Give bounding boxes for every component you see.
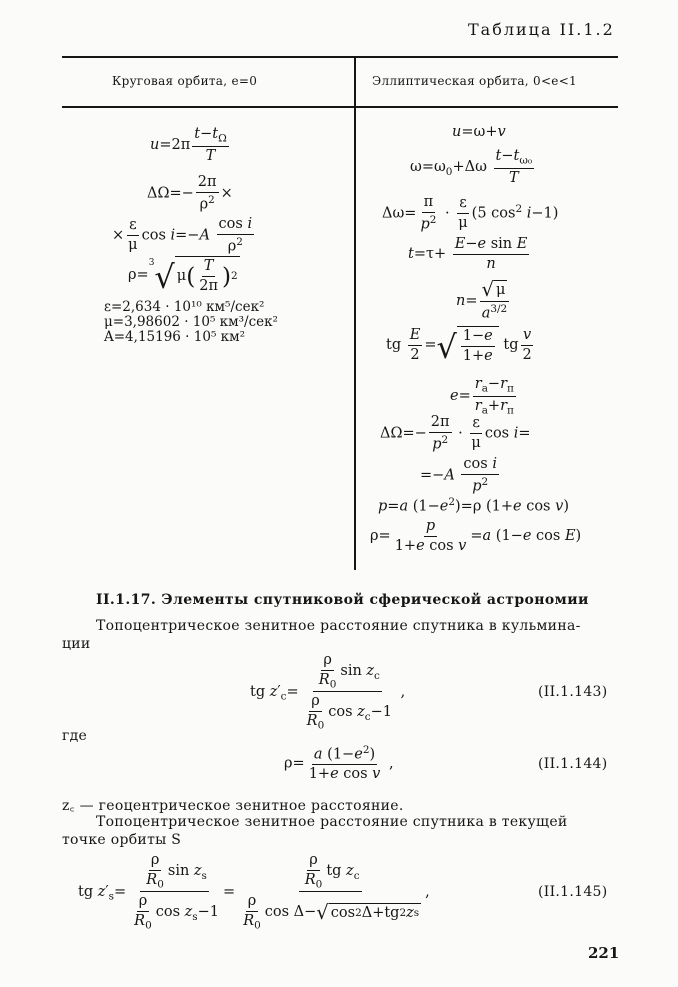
formula-145: tg $z'_s=$ $\frac{\rho}{R_0}$ $\sin z_s$ $\frac{\rho}{R_0}$ $\cos z_s-1$ = $\frac{\rho}{R_0}$ tg $z_c$ $\frac{\rho}{R_0}$ cos Δ− √ cos 2 Δ+tg 2 z s , bbox=[78, 852, 430, 932]
paragraph-2-cont: точке орбиты S bbox=[62, 832, 182, 848]
formula-delta-omega-node-elliptic: ΔΩ=− $\frac{2\pi}{p^2}$ · $\frac{\varepsilon}{\mu}$ cos i= bbox=[380, 414, 531, 453]
equation-number-143: (II.1.143) bbox=[538, 684, 608, 700]
equation-number-145: (II.1.145) bbox=[538, 884, 608, 900]
section-title: II.1.17. Элементы спутниковой сферической астрономии bbox=[96, 592, 589, 608]
left-column-header: Круговая орбита, e=0 bbox=[112, 74, 258, 88]
where-text: где bbox=[62, 728, 88, 744]
formula-rho-elliptic: ρ= $\frac{p}{\text{1+e cos v}}$ =a (1−e cos E) bbox=[370, 518, 582, 554]
table-column-divider bbox=[354, 56, 356, 570]
constant-epsilon: ε=2,634 · 10¹⁰ км⁵/сек² bbox=[104, 299, 265, 315]
formula-rho-circular: ρ=$^3$ √ μ ( $\frac{T}{2\pi}$ ) 2 bbox=[128, 257, 238, 297]
right-column-header: Эллиптическая орбита, 0<e<1 bbox=[372, 74, 577, 88]
page-number: 221 bbox=[588, 944, 620, 962]
zc-note: z꜀ — геоцентрическое зенитное расстояние. bbox=[62, 798, 404, 814]
constant-a: A=4,15196 · 10⁵ км² bbox=[104, 329, 245, 345]
paragraph-1: Топоцентрическое зенитное расстояние спутника в кульмина- bbox=[96, 618, 581, 634]
table-header-rule bbox=[62, 106, 618, 108]
formula-tg-e: tg $\frac{E}{2}$ = √ $\frac{1-e}{1+e}$ tg $\frac{v}{2}$ bbox=[386, 327, 532, 367]
constant-mu: μ=3,98602 · 10⁵ км³/сек² bbox=[104, 314, 278, 330]
formula-minus-a: =−A $\frac{\text{cos i}}{p^2}$ bbox=[420, 456, 497, 495]
table-caption: Таблица II.1.2 bbox=[468, 20, 615, 39]
formula-143: tg $z'_c=$ $\frac{\rho}{R_0}$ $\sin z_c$ $\frac{\rho}{R_0}$ $\cos z_c-1$ , bbox=[250, 652, 406, 732]
formula-144: ρ= $\frac{a (1-e^2)}{\text{1+e cos v}}$ , bbox=[284, 744, 394, 783]
left-constants bbox=[104, 300, 278, 345]
formula-t: t=τ+ $\frac{\text{E−e sin E}}{n}$ bbox=[408, 236, 528, 272]
formula-cos-i-circular: × $\frac{\varepsilon}{\mu}$ cos i=−A $\frac{\text{cos i}}{\rho^2}$ bbox=[112, 216, 253, 255]
paragraph-2: Топоцентрическое зенитное расстояние спутника в текущей bbox=[96, 814, 568, 830]
formula-p: p=a $(1-e^2)=\rho$ (1+e cos v) bbox=[378, 496, 569, 515]
paragraph-1-cont: ции bbox=[62, 636, 91, 652]
formula-e: e= $\frac{r_a-r_\pi}{r_a+r_\pi}$ bbox=[450, 376, 514, 417]
table-top-rule bbox=[62, 56, 618, 58]
formula-u-elliptic: u=ω+v bbox=[452, 124, 506, 140]
formula-u-circular: u=2π $\frac{t-t_\Omega}{T}$ bbox=[150, 126, 227, 164]
equation-number-144: (II.1.144) bbox=[538, 756, 608, 772]
formula-n: n= √ μ $a^{3/2}$ bbox=[456, 280, 511, 322]
formula-omega: $\omega=\omega_0+\Delta\omega$ $\frac{t-t_{\omega_0}}{T}$ bbox=[410, 148, 533, 186]
formula-delta-omega-circular: ΔΩ=− $\frac{2\pi}{\rho^2}$ × bbox=[147, 174, 233, 213]
formula-delta-omega-elliptic: Δω= $\frac{\pi}{p^2}$ · $\frac{\varepsilon}{\mu}$ (5 $\cos^2 i-1$) bbox=[382, 194, 559, 233]
